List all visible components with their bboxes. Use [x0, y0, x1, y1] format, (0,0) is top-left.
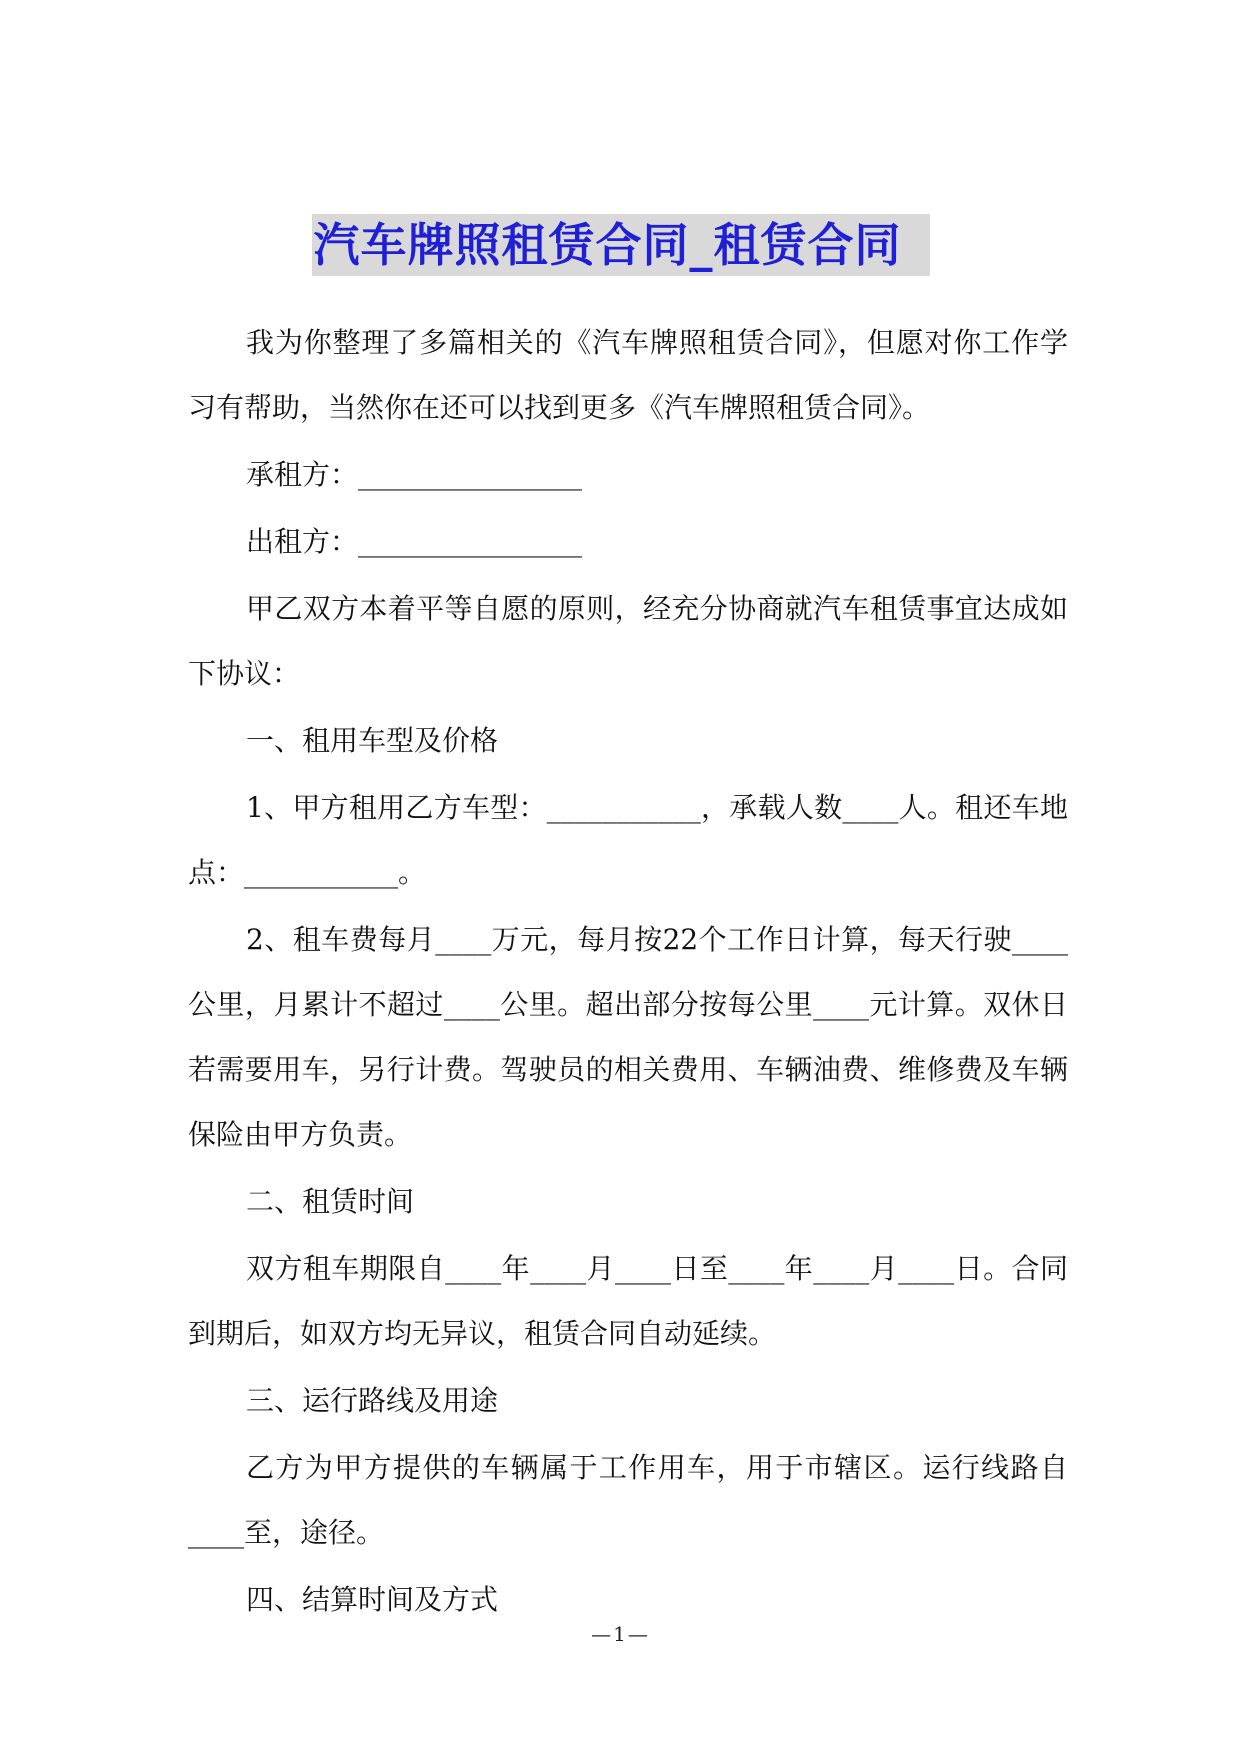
paragraph-lessee: 承租方：________________	[246, 458, 583, 491]
section-heading-2: 二、租赁时间	[246, 1185, 415, 1218]
paragraph-intro: 我为你整理了多篇相关的《汽车牌照租赁合同》，但愿对你工作学习有帮助，当然你在还可以找到更多《汽车牌照租赁合同》。	[188, 326, 1068, 424]
document-body	[188, 310, 1068, 1632]
paragraph-lessor: 出租方：________________	[246, 525, 583, 558]
paragraph-clause-1-1: 1、甲方租用乙方车型：___________，承载人数____人。租还车地点：___________。	[188, 791, 1068, 889]
paragraph-lease-term: 双方租车期限自____年____月____日至____年____月____日。合同到期后，如双方均无异议，租赁合同自动延续。	[188, 1252, 1068, 1350]
document-title: 汽车牌照租赁合同_租赁合同	[312, 214, 930, 276]
page-number: —1—	[591, 1622, 650, 1646]
paragraph-agreement: 甲乙双方本着平等自愿的原则，经充分协商就汽车租赁事宜达成如下协议：	[188, 592, 1068, 690]
section-heading-4: 四、结算时间及方式	[246, 1583, 499, 1616]
section-heading-1: 一、租用车型及价格	[246, 724, 499, 757]
paragraph-route: 乙方为甲方提供的车辆属于工作用车，用于市辖区。运行线路自____至，途径。	[188, 1451, 1068, 1549]
title-container	[0, 214, 1241, 276]
section-heading-3: 三、运行路线及用途	[246, 1384, 499, 1417]
paragraph-clause-1-2: 2、租车费每月____万元，每月按22个工作日计算，每天行驶____公里，月累计不超过____公里。超出部分按每公里____元计算。双休日若需要用车，另行计费。驾驶员的相关费用、车辆油费、维修费及车辆保险由甲方负责。	[188, 923, 1068, 1151]
